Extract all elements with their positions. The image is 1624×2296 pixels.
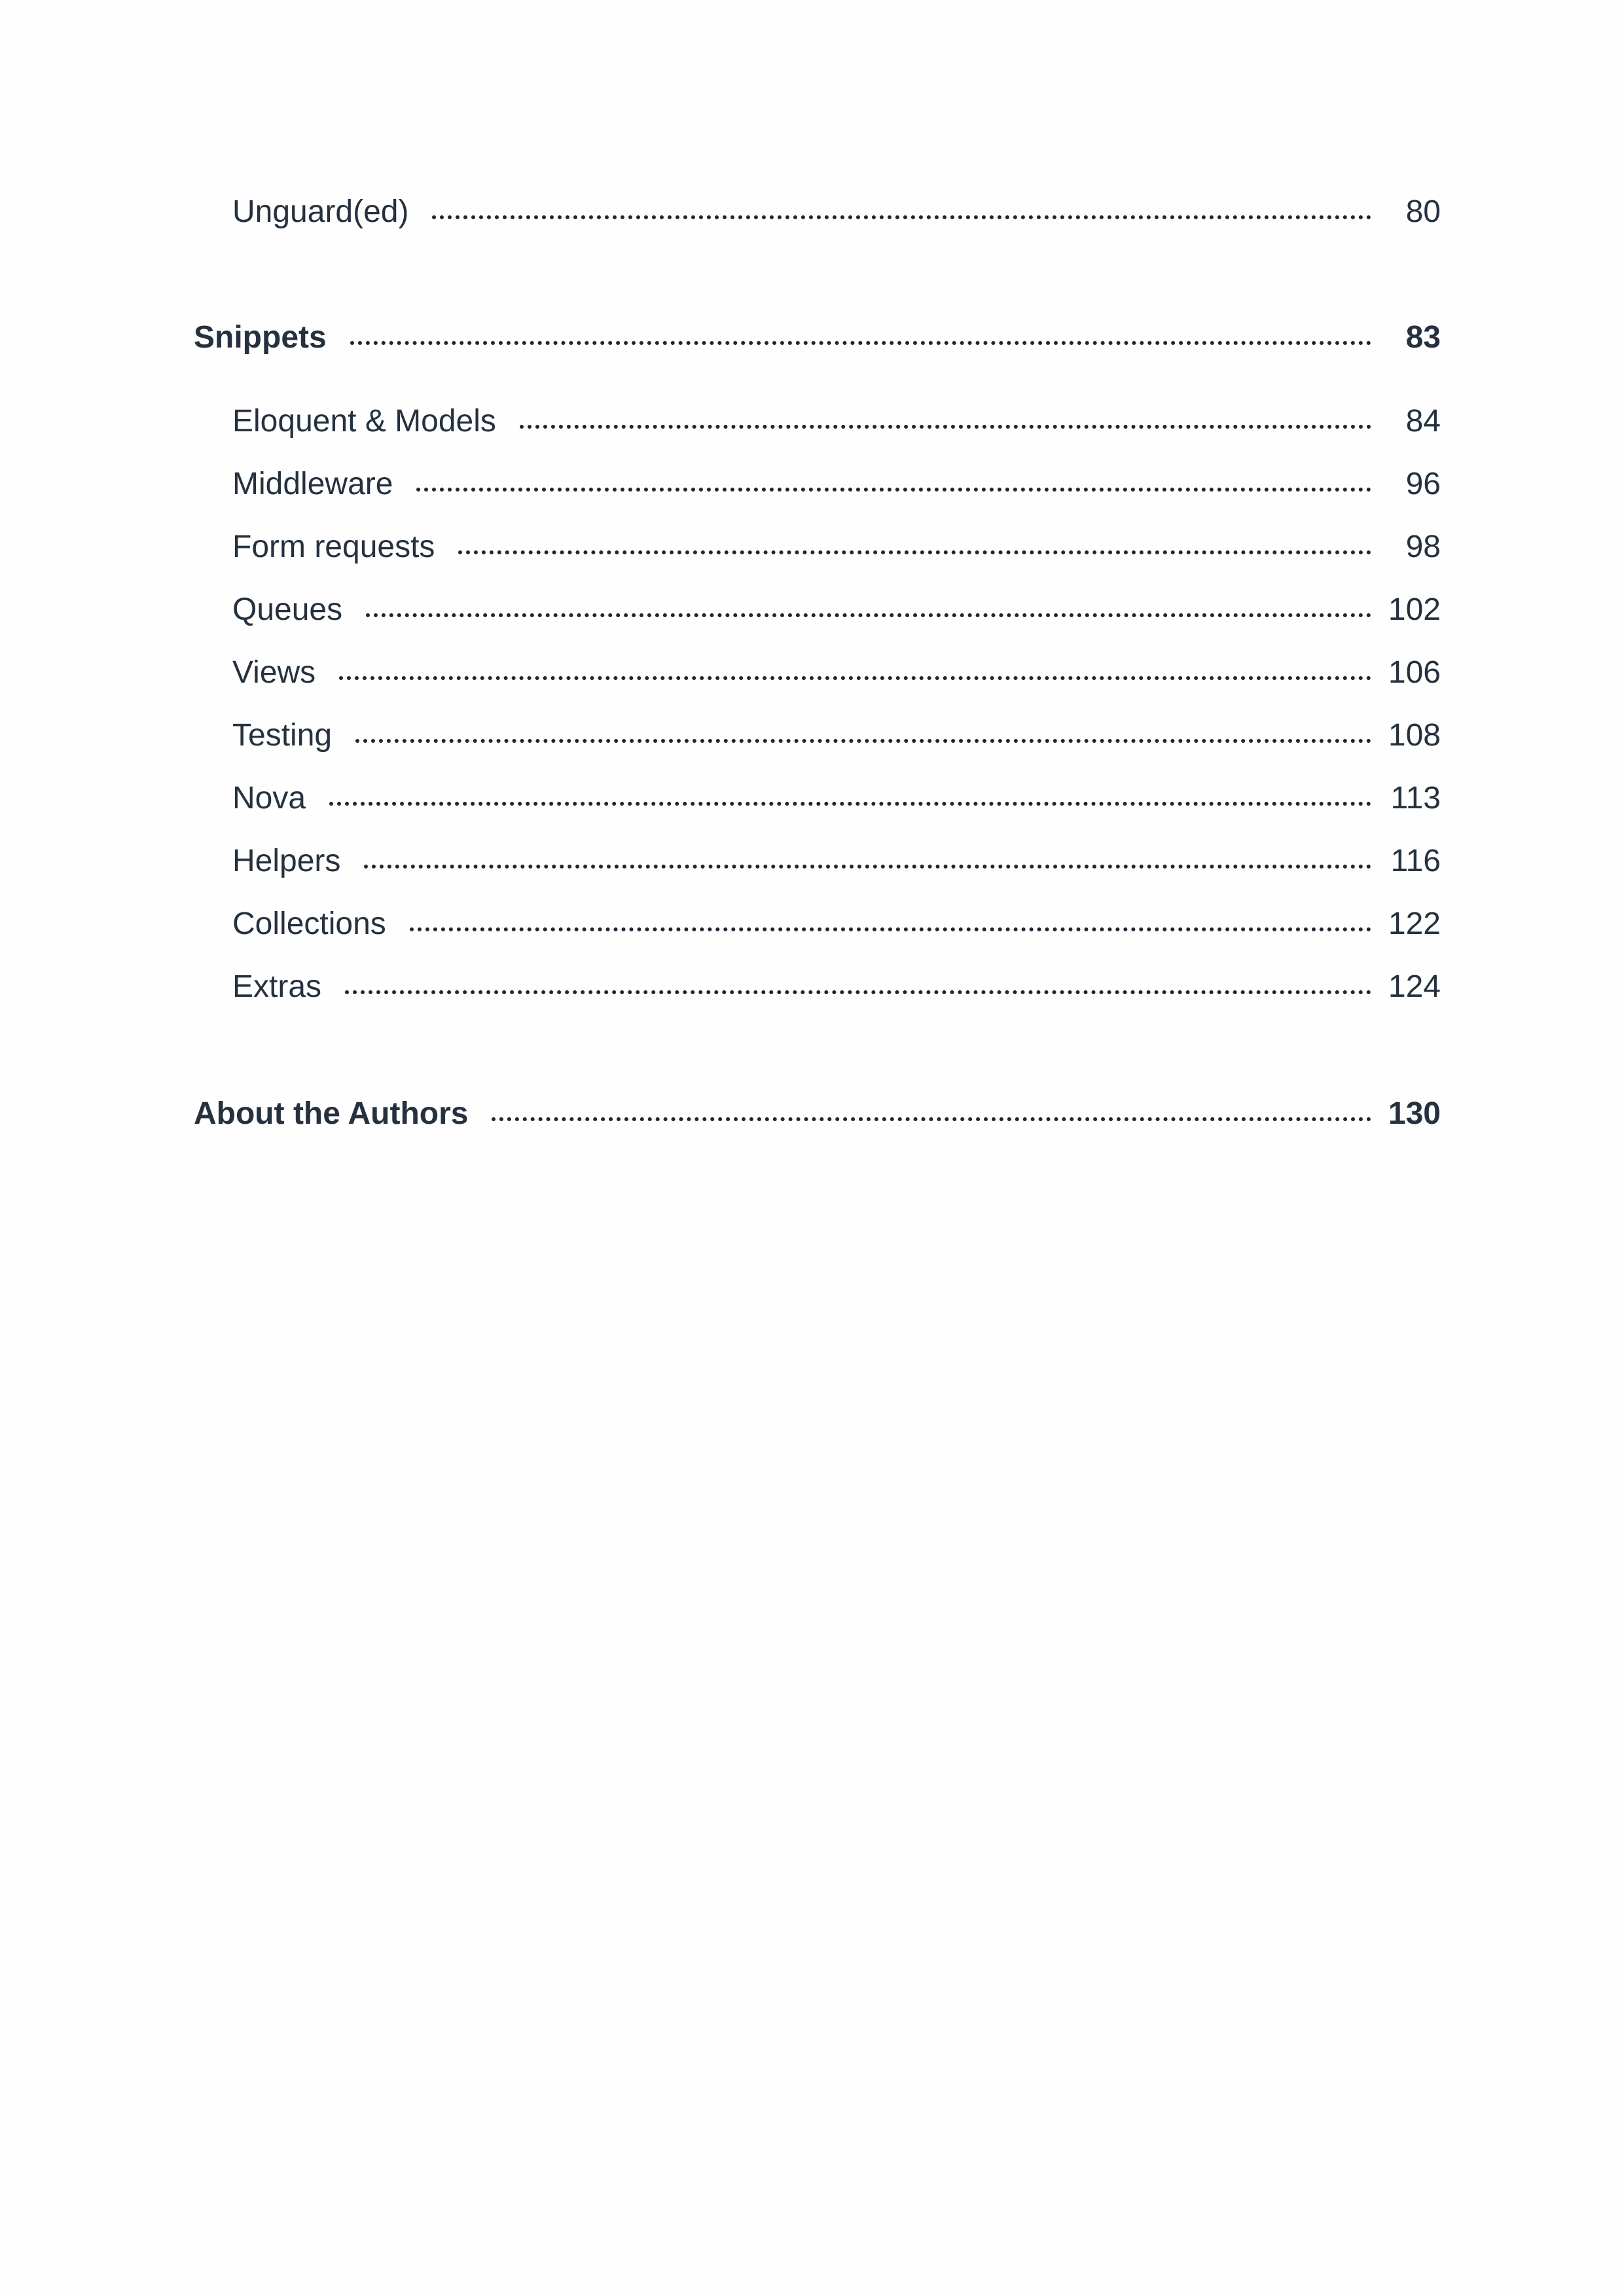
dot-leader <box>366 613 1371 617</box>
dot-leader <box>492 1117 1371 1121</box>
toc-entry-extras[interactable] <box>232 971 1441 1003</box>
toc-entry-page: 124 <box>1388 969 1441 1004</box>
toc-entry-page: 102 <box>1388 592 1441 627</box>
toc-entry-collections[interactable] <box>232 908 1441 940</box>
dot-leader <box>350 341 1371 345</box>
toc-entry-middleware[interactable] <box>232 469 1441 500</box>
toc-entry-label: Extras <box>232 969 322 1004</box>
toc-entry-label: Unguard(ed) <box>232 194 409 229</box>
toc-entry-label: Nova <box>232 781 306 816</box>
toc-entry-label: Snippets <box>194 320 327 355</box>
toc-entry-page: 106 <box>1388 655 1441 690</box>
dot-leader <box>432 215 1371 219</box>
toc-entry-label: Form requests <box>232 529 435 564</box>
toc-entry-label: Views <box>232 655 316 690</box>
dot-leader <box>410 927 1371 931</box>
dot-leader <box>364 865 1371 869</box>
toc-entry-page: 130 <box>1388 1096 1441 1131</box>
toc-entry-page: 122 <box>1388 906 1441 941</box>
toc-entry-page: 98 <box>1405 529 1441 564</box>
toc-entry-label: Collections <box>232 906 386 941</box>
toc-entry-page: 108 <box>1388 718 1441 753</box>
dot-leader <box>355 739 1371 743</box>
toc-entry-testing[interactable] <box>232 720 1441 751</box>
toc-entry-unguarded[interactable] <box>232 196 1441 228</box>
dot-leader <box>329 802 1371 806</box>
toc-entry-page: 116 <box>1390 844 1441 878</box>
toc-entry-page: 83 <box>1405 320 1441 355</box>
toc-entry-eloquent-models[interactable] <box>232 406 1441 437</box>
toc-entry-label: Testing <box>232 718 333 753</box>
toc-entry-page: 96 <box>1405 467 1441 501</box>
toc-entry-page: 84 <box>1405 404 1441 439</box>
toc-entry-form-requests[interactable] <box>232 531 1441 563</box>
dot-leader <box>339 676 1371 680</box>
toc-entry-label: Middleware <box>232 467 393 501</box>
dot-leader <box>416 488 1371 492</box>
toc-entry-label: About the Authors <box>194 1096 469 1131</box>
dot-leader <box>520 425 1371 429</box>
toc-entry-helpers[interactable] <box>232 846 1441 877</box>
toc-entry-label: Eloquent & Models <box>232 404 496 439</box>
toc-entry-label: Queues <box>232 592 343 627</box>
toc-section-snippets[interactable] <box>194 322 1441 353</box>
toc-entry-nova[interactable] <box>232 783 1441 814</box>
toc-entry-page: 80 <box>1405 194 1441 229</box>
toc-entry-queues[interactable] <box>232 594 1441 626</box>
toc-section-about-the-authors[interactable] <box>194 1098 1441 1130</box>
toc-entry-page: 113 <box>1390 781 1441 816</box>
dot-leader <box>345 990 1371 994</box>
dot-leader <box>458 550 1371 554</box>
toc-entry-label: Helpers <box>232 844 341 878</box>
toc-entry-views[interactable] <box>232 657 1441 689</box>
